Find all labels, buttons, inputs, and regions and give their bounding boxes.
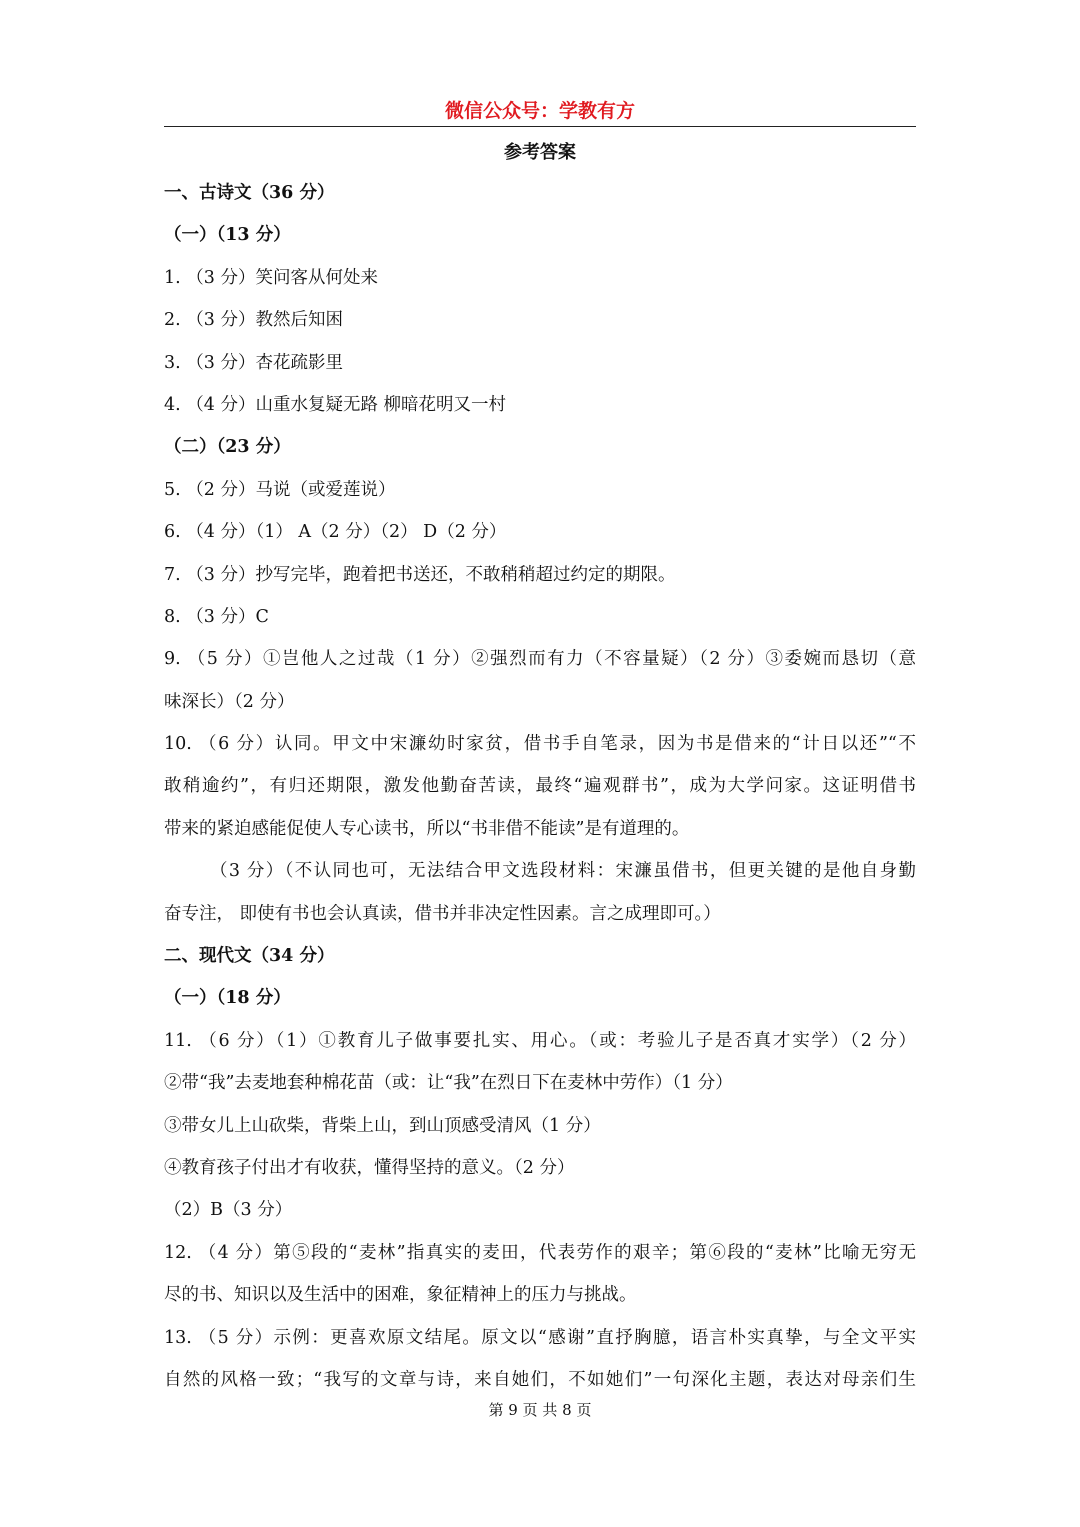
subsection-heading: （一）（18 分）: [164, 988, 291, 1009]
answer-line: （2）B（3 分）: [164, 1200, 293, 1221]
answer-line: 8. （3 分）C: [164, 606, 269, 627]
answer-body: [164, 172, 916, 1401]
section-heading: 一、古诗文（36 分）: [164, 183, 335, 203]
subsection-heading: （二）（23 分）: [164, 437, 291, 458]
subsection-heading: （一）（13 分）: [164, 225, 291, 246]
answer-line: 10. （6 分）认同。甲文中宋濂幼时家贫，借书手自笔录，因为书是借来的“计日以还”“不: [164, 734, 916, 755]
answer-line: 敢稍逾约”，有归还期限，激发他勤奋苦读，最终“遍观群书”，成为大学问家。这证明借书: [164, 776, 916, 797]
section-heading: 二、现代文（34 分）: [164, 946, 335, 967]
answer-line: ②带“我”去麦地套种棉花苗（或：让“我”在烈日下在麦林中劳作）（1 分）: [164, 1073, 733, 1094]
answer-line: 5. （2 分）马说（或爱莲说）: [164, 479, 396, 500]
answer-line: 11. （6 分）（1）①教育儿子做事要扎实、用心。（或：考验儿子是否真才实学）（2 分）: [164, 1030, 916, 1051]
header-rule: [164, 126, 916, 127]
answer-line: 带来的紧迫感能促使人专心读书，所以“书非借不能读”是有道理的。: [164, 818, 690, 839]
page-footer: 第 9 页 共 8 页: [488, 1401, 592, 1419]
answer-line: 1. （3 分）笑问客从何处来: [164, 267, 378, 288]
answer-line: 6. （4 分）（1） A（2 分）（2） D（2 分）: [164, 522, 507, 543]
answer-line: 3. （3 分）杏花疏影里: [164, 352, 343, 373]
document-title: 参考答案: [504, 142, 576, 163]
answer-line: 尽的书、知识以及生活中的困难，象征精神上的压力与挑战。: [164, 1285, 637, 1306]
answer-line: 4. （4 分）山重水复疑无路 柳暗花明又一村: [164, 394, 507, 415]
answer-line: 12. （4 分）第⑤段的“麦林”指真实的麦田，代表劳作的艰辛；第⑥段的“麦林”比喻无穷无: [164, 1242, 916, 1263]
answer-line: 13. （5 分）示例：更喜欢原文结尾。原文以“感谢”直抒胸臆，语言朴实真挚，与全文平实: [164, 1327, 916, 1348]
answer-line: （3 分）（不认同也可，无法结合甲文选段材料：宋濂虽借书，但更关键的是他自身勤: [210, 861, 916, 882]
answer-line: ④教育孩子付出才有收获，懂得坚持的意义。（2 分）: [164, 1157, 575, 1178]
answer-line: 奋专注， 即使有书也会认真读，借书并非决定性因素。言之成理即可。）: [164, 903, 721, 924]
answer-line: 9. （5 分）①岂他人之过哉（1 分）②强烈而有力（不容量疑）（2 分）③委婉而恳切（意: [164, 649, 916, 670]
answer-line: ③带女儿上山砍柴，背柴上山，到山顶感受清风（1 分）: [164, 1115, 601, 1136]
answer-line: 自然的风格一致；“我写的文章与诗，来自她们，不如她们”一句深化主题，表达对母亲们生: [164, 1369, 916, 1390]
header-watermark-text: 微信公众号：学教有方: [444, 100, 635, 122]
answer-line: 7. （3 分）抄写完毕，跑着把书送还，不敢稍稍超过约定的期限。: [164, 564, 676, 585]
answer-line: 味深长）（2 分）: [164, 691, 295, 712]
answer-line: 2. （3 分）教然后知困: [164, 310, 343, 331]
